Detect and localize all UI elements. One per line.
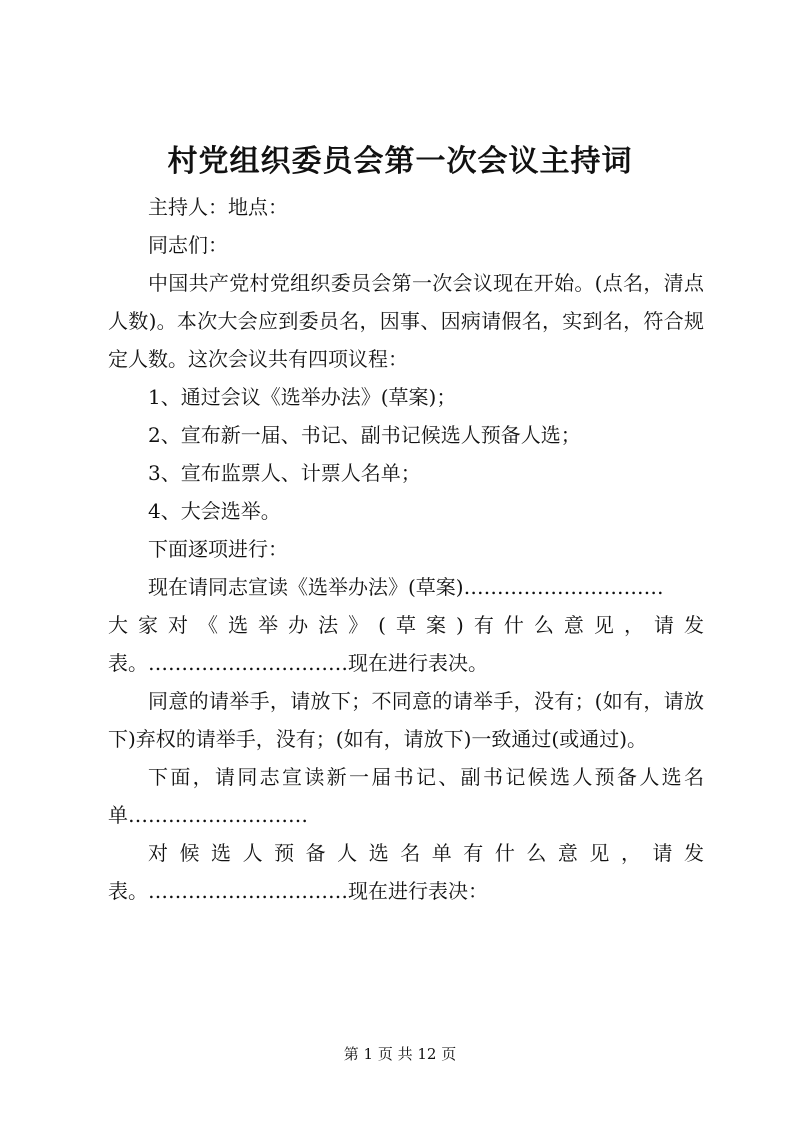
voting-procedure-paragraph: 同意的请举手，请放下；不同意的请举手，没有；(如有，请放下)弃权的请举手，没有；(如有，请放下)一致通过(或通过)。 [108, 689, 704, 751]
agenda-item-2: 2、宣布新一届、书记、副书记候选人预备人选； [148, 423, 581, 447]
candidates-vote-line: 表。…………………………现在进行表决： [108, 879, 488, 903]
document-title: 村党组织委员会第一次会议主持词 [167, 144, 633, 179]
rules-vote-line: 表。…………………………现在进行表决。 [108, 651, 488, 675]
proceed-line: 下面逐项进行： [148, 537, 288, 561]
opening-paragraph: 中国共产党村党组织委员会第一次会议现在开始。(点名，清点人数)。本次大会应到委员名，因事、因病请假名，实到名，符合规定人数。这次会议共有四项议程： [108, 271, 704, 371]
greeting: 同志们： [148, 233, 228, 257]
read-election-rules-line: 现在请同志宣读《选举办法》(草案)………………………… [148, 575, 664, 599]
agenda-item-3: 3、宣布监票人、计票人名单； [148, 461, 421, 485]
read-candidates-paragraph: 下面，请同志宣读新一届书记、副书记候选人预备人选名单……………………… [108, 765, 704, 827]
host-location-line: 主持人：地点： [148, 195, 288, 219]
agenda-item-1: 1、通过会议《选举办法》(草案)； [148, 385, 457, 409]
agenda-item-4: 4、大会选举。 [148, 499, 281, 523]
document-body [108, 188, 704, 910]
candidates-opinion-line: 对候选人预备人选名单有什么意见，请发 [148, 841, 704, 865]
rules-opinion-line: 大家对《选举办法》(草案)有什么意见，请发 [108, 613, 704, 637]
page-number-footer: 第 1 页 共 12 页 [343, 1045, 457, 1063]
